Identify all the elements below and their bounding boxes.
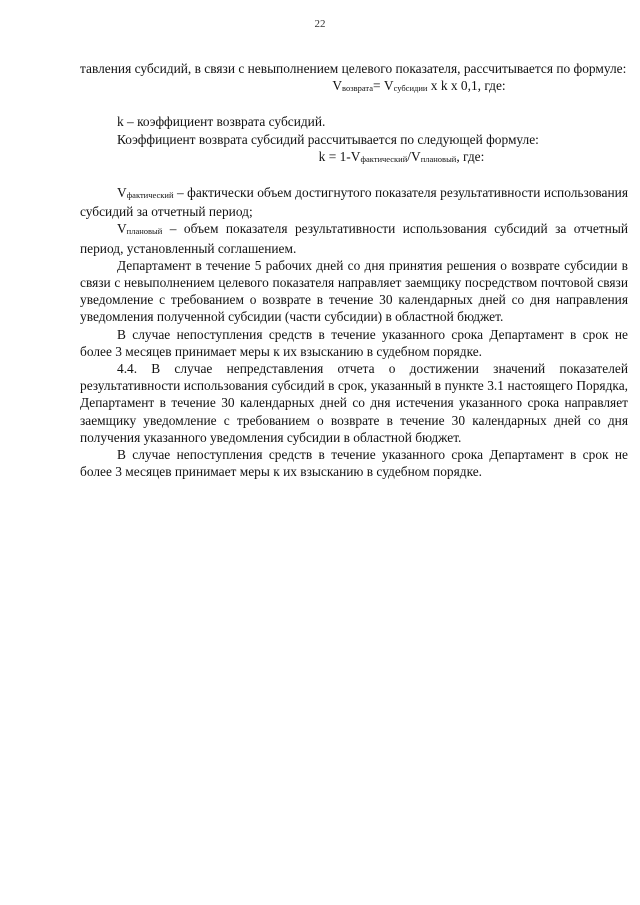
formula-subscript: фактический bbox=[126, 190, 174, 201]
formula-part: = V bbox=[372, 78, 394, 94]
formula-var: V bbox=[332, 78, 342, 94]
formula-k bbox=[80, 148, 628, 167]
paragraph-v-planned bbox=[80, 220, 628, 256]
paragraph-department-notice: Департамент в течение 5 рабочих дней со дня принятия решения о возврате субсидии в связи с невыполнением целевого показателя направляет заемщику посредством почтовой связи уведомление с требованием о возврате в течение 30 календарных дней со дня направления уведомления полученной субсидии (части субсидии) в областной бюджет. bbox=[80, 257, 628, 325]
paragraph-4-4: 4.4. В случае непредставления отчета о достижении значений показателей результативности использования субсидий в срок, указанный в пункте 3.1 настоящего Порядка, Департамент в течение 30 календарных дней со дня истечения указанного срока направляет заемщику уведомление с требованием о возврате в течение 30 календарных дней со дня получения указанного уведомления субсидии в областной бюджет. bbox=[80, 361, 628, 445]
paragraph-k-definition: k – коэффициент возврата субсидий. bbox=[117, 114, 326, 130]
formula-subscript: субсидии bbox=[393, 83, 428, 94]
formula-subscript: плановый bbox=[126, 226, 163, 237]
formula-subscript: фактический bbox=[360, 153, 408, 164]
document-body bbox=[80, 60, 628, 480]
paragraph-k-intro: Коэффициент возврата субсидий рассчитывается по следующей формуле: bbox=[117, 131, 539, 147]
spacer bbox=[80, 96, 628, 113]
paragraph-text: – объем показателя результативности использования субсидий за отчетный период, установленный соглашением. bbox=[80, 221, 628, 256]
spacer bbox=[80, 167, 628, 184]
formula-part: , где: bbox=[456, 148, 485, 164]
formula-var: V bbox=[117, 185, 127, 201]
formula-subscript: возврата bbox=[342, 83, 373, 94]
formula-part: k = 1-V bbox=[318, 148, 361, 164]
paragraph-continuation: тавления субсидий, в связи с невыполнением целевого показателя, рассчитывается по формуле: bbox=[80, 61, 627, 76]
paragraph-v-actual bbox=[80, 184, 628, 220]
paragraph-recovery-2: В случае непоступления средств в течение указанного срока Департамент в срок не более 3 месяцев принимает меры к их взысканию в судебном порядке. bbox=[80, 447, 628, 480]
formula-subscript: плановый bbox=[420, 153, 457, 164]
formula-part: х k х 0,1, где: bbox=[427, 78, 506, 94]
formula-var: V bbox=[117, 221, 127, 237]
formula-refund-volume bbox=[80, 77, 628, 96]
paragraph-recovery-1: В случае непоступления средств в течение указанного срока Департамент в срок не более 3 месяцев принимает меры к их взысканию в судебном порядке. bbox=[80, 326, 628, 359]
paragraph-text: – фактически объем достигнутого показателя результативности использования субсидий за отчетный период; bbox=[80, 185, 628, 220]
page-number: 22 bbox=[314, 18, 326, 30]
formula-part: /V bbox=[407, 148, 421, 164]
